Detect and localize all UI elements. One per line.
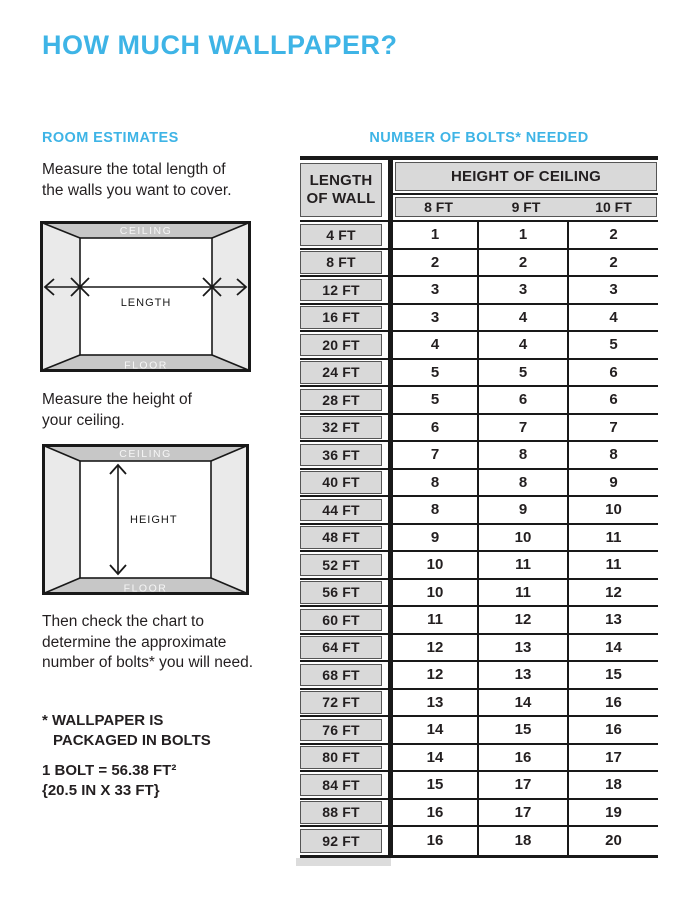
table-row [300, 772, 658, 800]
bolts-cell-10ft: 7 [567, 415, 658, 441]
bolts-cell-9ft: 16 [477, 745, 567, 771]
bolts-cell-10ft: 2 [567, 222, 658, 248]
wall-length-cell: 88 FT [300, 801, 382, 824]
bolts-cell-9ft: 17 [477, 800, 567, 826]
bolts-cell-9ft: 4 [477, 332, 567, 358]
right-wall-surface [212, 223, 250, 371]
ceiling-header-row [388, 160, 658, 195]
wall-length-cell: 16 FT [300, 306, 382, 329]
bolts-cell-10ft: 19 [567, 800, 658, 826]
ceiling-heights-band [395, 197, 657, 217]
footnote-line: * WALLPAPER IS [42, 712, 164, 729]
ceiling-height-10ft: 10 FT [595, 199, 632, 215]
bolts-cell-9ft: 8 [477, 470, 567, 496]
wall-length-cell: 36 FT [300, 444, 382, 467]
bolt-size-spec [42, 761, 176, 801]
ceiling-header-group [388, 160, 658, 220]
bolts-cell-8ft: 14 [426, 721, 444, 739]
wall-length-cell: 40 FT [300, 471, 382, 494]
wall-length-cell: 44 FT [300, 499, 382, 522]
table-row [300, 745, 658, 773]
ceiling-label: CEILING [119, 225, 173, 237]
wall-length-cell: 52 FT [300, 554, 382, 577]
table-header [300, 160, 658, 222]
table-row [300, 305, 658, 333]
bolts-cell-8ft: 1 [430, 226, 440, 244]
table-row [300, 415, 658, 443]
wall-length-cell: 8 FT [300, 251, 382, 274]
wall-length-cell: 76 FT [300, 719, 382, 742]
bolts-cell-8ft: 10 [426, 556, 444, 574]
bolts-cell-10ft: 20 [567, 827, 658, 855]
bolts-needed-heading: NUMBER OF BOLTS* NEEDED [369, 130, 589, 146]
table-row [300, 552, 658, 580]
table-row [300, 277, 658, 305]
ceiling-height-9ft: 9 FT [511, 199, 541, 215]
instruction-measure-height [42, 390, 192, 431]
table-row [300, 800, 658, 828]
bolts-cell-8ft: 3 [430, 281, 440, 299]
bolts-cell-10ft: 15 [567, 662, 658, 688]
wall-length-cell: 24 FT [300, 361, 382, 384]
wall-length-cell: 48 FT [300, 526, 382, 549]
bolts-cell-8ft: 5 [430, 363, 440, 381]
ceiling-label: CEILING [119, 448, 172, 460]
instruction-line: the walls you want to cover. [42, 181, 232, 199]
bolts-cell-8ft: 12 [426, 638, 444, 656]
bolts-cell-9ft: 18 [477, 827, 567, 855]
bolts-cell-9ft: 6 [477, 387, 567, 413]
ceiling-height-8ft: 8 FT [424, 199, 453, 215]
bolts-cell-8ft: 3 [430, 308, 440, 326]
instruction-line: your ceiling. [42, 411, 125, 429]
wall-header-line: LENGTH [309, 172, 373, 189]
height-label: HEIGHT [130, 514, 178, 526]
wall-length-cell: 32 FT [300, 416, 382, 439]
table-shadow [296, 858, 391, 866]
bolts-cell-10ft: 4 [567, 305, 658, 331]
wall-length-header [300, 163, 382, 217]
instruction-line: Measure the total length of [42, 161, 226, 178]
bolts-cell-10ft: 6 [567, 360, 658, 386]
table-row [300, 580, 658, 608]
bolts-cell-10ft: 17 [567, 745, 658, 771]
bolts-cell-9ft: 15 [477, 717, 567, 743]
room-length-diagram [40, 221, 251, 372]
bolts-cell-10ft: 6 [567, 387, 658, 413]
table-row [300, 827, 658, 855]
left-wall-surface [44, 446, 81, 594]
bolts-cell-9ft: 7 [477, 415, 567, 441]
spec-line: 1 BOLT = 56.38 FT² [42, 762, 177, 779]
bolts-cell-10ft: 8 [567, 442, 658, 468]
wall-length-cell: 84 FT [300, 774, 382, 797]
spec-line: {20.5 IN X 33 FT} [42, 782, 160, 799]
table-row [300, 662, 658, 690]
table-row [300, 387, 658, 415]
bolts-cell-9ft: 10 [477, 525, 567, 551]
wall-length-cell: 12 FT [300, 279, 382, 302]
left-wall-surface [42, 223, 81, 371]
table-row [300, 635, 658, 663]
bolts-cell-8ft: 9 [430, 528, 440, 546]
bolts-cell-8ft: 16 [426, 832, 444, 850]
table-row [300, 360, 658, 388]
bolts-cell-8ft: 2 [430, 253, 440, 271]
bolts-cell-9ft: 13 [477, 635, 567, 661]
instruction-line: Measure the height of [42, 391, 192, 408]
bolts-cell-9ft: 13 [477, 662, 567, 688]
bolts-cell-8ft: 16 [426, 803, 444, 821]
instruction-measure-length [42, 160, 232, 201]
instruction-line: Then check the chart to [42, 613, 204, 630]
bolts-cell-9ft: 9 [477, 497, 567, 523]
table-body [300, 222, 658, 855]
wall-length-cell: 20 FT [300, 334, 382, 357]
bolts-cell-8ft: 7 [430, 446, 440, 464]
wall-length-cell: 56 FT [300, 581, 382, 604]
table-row [300, 690, 658, 718]
bolts-cell-9ft: 12 [477, 607, 567, 633]
bolts-cell-10ft: 14 [567, 635, 658, 661]
table-row [300, 497, 658, 525]
floor-label: FLOOR [124, 359, 168, 372]
bolts-cell-8ft: 4 [430, 336, 440, 354]
instruction-line: determine the approximate [42, 633, 227, 651]
instruction-check-chart [42, 612, 253, 674]
bolts-cell-8ft: 8 [430, 473, 440, 491]
table-row [300, 442, 658, 470]
table-row [300, 250, 658, 278]
bolts-cell-8ft: 14 [426, 748, 444, 766]
right-wall-surface [211, 446, 248, 594]
bolts-cell-10ft: 9 [567, 470, 658, 496]
table-row [300, 222, 658, 250]
bolts-cell-9ft: 3 [477, 277, 567, 303]
bolts-cell-8ft: 10 [426, 583, 444, 601]
table-row [300, 470, 658, 498]
wallpaper-bolts-footnote [42, 711, 211, 751]
bolts-cell-9ft: 14 [477, 690, 567, 716]
bolts-cell-10ft: 13 [567, 607, 658, 633]
bolts-cell-10ft: 10 [567, 497, 658, 523]
length-label: LENGTH [120, 297, 172, 309]
column-divider [388, 160, 393, 855]
bolts-cell-9ft: 8 [477, 442, 567, 468]
wall-length-cell: 80 FT [300, 746, 382, 769]
footnote-line: PACKAGED IN BOLTS [53, 732, 211, 749]
bolts-cell-9ft: 4 [477, 305, 567, 331]
bolts-cell-8ft: 12 [426, 666, 444, 684]
bolts-cell-8ft: 11 [427, 611, 443, 629]
bolts-cell-9ft: 11 [477, 552, 567, 578]
bolts-cell-10ft: 18 [567, 772, 658, 798]
table-row [300, 525, 658, 553]
bolts-cell-10ft: 16 [567, 690, 658, 716]
bolts-cell-10ft: 3 [567, 277, 658, 303]
bolts-cell-8ft: 15 [426, 776, 444, 794]
bolts-cell-10ft: 2 [567, 250, 658, 276]
bolts-cell-9ft: 2 [477, 250, 567, 276]
wall-length-cell: 4 FT [300, 224, 382, 247]
bolts-table [300, 156, 658, 858]
wall-header-line: OF WALL [306, 190, 376, 207]
bolts-cell-9ft: 1 [477, 222, 567, 248]
wall-length-cell: 92 FT [300, 829, 382, 854]
table-row [300, 332, 658, 360]
table-row [300, 717, 658, 745]
room-height-diagram [42, 444, 249, 595]
bolts-cell-9ft: 17 [477, 772, 567, 798]
wall-length-cell: 72 FT [300, 691, 382, 714]
ceiling-heights-row [388, 195, 658, 220]
wall-length-cell: 68 FT [300, 664, 382, 687]
bolts-cell-8ft: 5 [430, 391, 440, 409]
bolts-cell-8ft: 6 [430, 418, 440, 436]
floor-label: FLOOR [123, 582, 168, 595]
bolts-cell-9ft: 5 [477, 360, 567, 386]
bolts-cell-10ft: 5 [567, 332, 658, 358]
bolts-cell-10ft: 11 [567, 525, 658, 551]
wall-length-cell: 28 FT [300, 389, 382, 412]
bolts-cell-10ft: 11 [567, 552, 658, 578]
bolts-cell-9ft: 11 [477, 580, 567, 606]
bolts-cell-10ft: 12 [567, 580, 658, 606]
page-title: HOW MUCH WALLPAPER? [42, 30, 398, 60]
wall-length-cell: 64 FT [300, 636, 382, 659]
bolts-cell-8ft: 8 [430, 501, 440, 519]
wall-length-cell: 60 FT [300, 609, 382, 632]
table-row [300, 607, 658, 635]
height-of-ceiling-header: HEIGHT OF CEILING [395, 162, 657, 191]
bolts-cell-10ft: 16 [567, 717, 658, 743]
room-estimates-heading: ROOM ESTIMATES [42, 130, 179, 146]
bolts-cell-8ft: 13 [426, 693, 444, 711]
instruction-line: number of bolts* you will need. [42, 654, 254, 671]
